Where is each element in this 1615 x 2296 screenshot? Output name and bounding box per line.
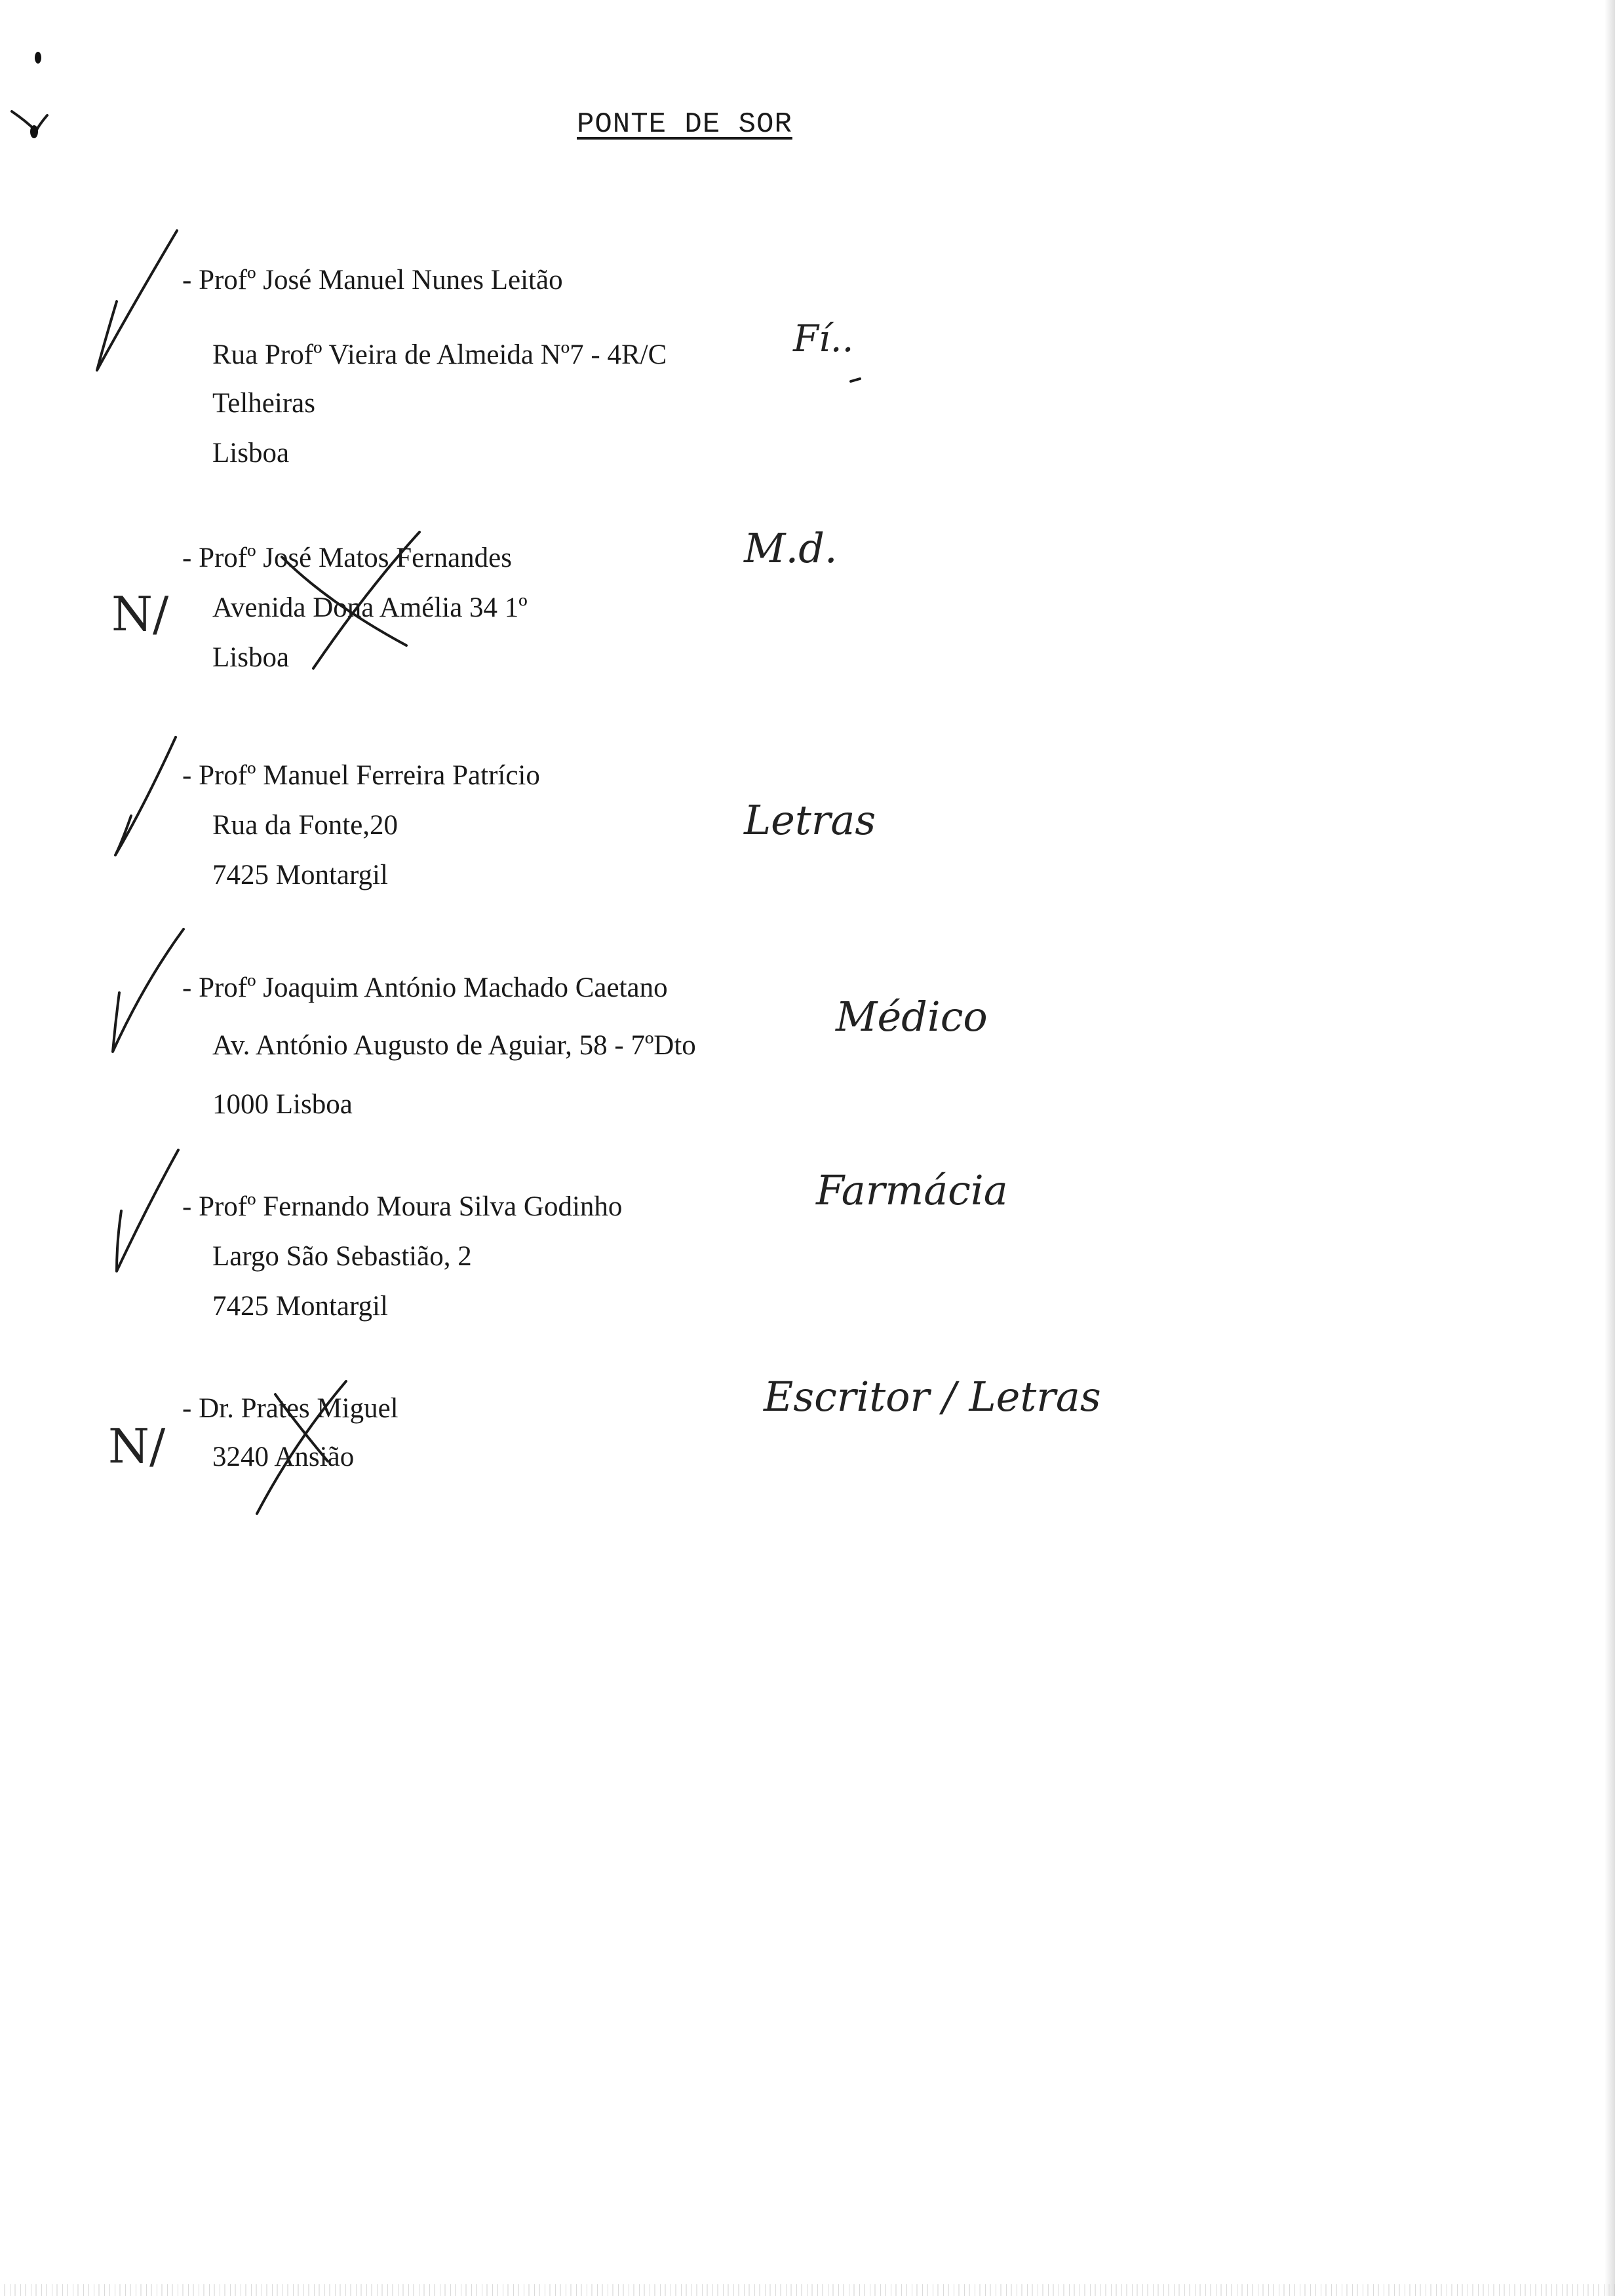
- annotation-tick-mark: [851, 379, 860, 381]
- address-line: 1000 Lisboa: [212, 1089, 353, 1120]
- hole-punch: [45, 807, 92, 841]
- contact-name: - Profº José Manuel Nunes Leitão: [182, 265, 563, 296]
- address-line: Rua da Fonte,20: [212, 810, 399, 841]
- hole-punch: [30, 125, 38, 138]
- handwritten-note: Fí..: [793, 318, 854, 360]
- handwritten-note: Letras: [744, 796, 876, 844]
- margin-n-mark: N/: [108, 1419, 166, 1474]
- contact-name: - Profº Fernando Moura Silva Godinho: [182, 1191, 623, 1222]
- address-line: Rua Profº Vieira de Almeida Nº7 - 4R/C: [212, 339, 667, 370]
- address-line: Lisboa: [212, 642, 290, 673]
- contact-name: - Profº José Matos Fernandes: [182, 543, 512, 573]
- check-mark: [117, 1150, 178, 1271]
- check-mark: [113, 929, 184, 1052]
- hole-punch: [46, 1427, 89, 1457]
- address-line: Lisboa: [212, 438, 290, 469]
- margin-tick-mark: [12, 111, 47, 131]
- address-line: 3240 Ansião: [212, 1442, 355, 1472]
- address-line: Largo São Sebastião, 2: [212, 1241, 472, 1272]
- handwritten-note: M.d.: [744, 524, 838, 572]
- address-line: Av. António Augusto de Aguiar, 58 - 7ºDto: [212, 1030, 696, 1061]
- contact-name: - Profº Manuel Ferreira Patrício: [182, 760, 540, 791]
- scan-edge-shadow: [1605, 0, 1615, 2296]
- contact-name: - Profº Joaquim António Machado Caetano: [182, 972, 668, 1003]
- page-title: PONTE DE SOR: [577, 108, 792, 141]
- address-line: 7425 Montargil: [212, 1291, 388, 1322]
- hole-punch: [35, 52, 41, 64]
- scan-edge-noise: [0, 2284, 1615, 2296]
- address-line: Telheiras: [212, 388, 315, 419]
- contact-name: - Dr. Prates Miguel: [182, 1393, 399, 1424]
- handwritten-note: Escritor / Letras: [764, 1373, 1101, 1421]
- check-mark: [115, 737, 176, 855]
- check-mark: [97, 231, 177, 370]
- address-line: Avenida Dona Amélia 34 1º: [212, 592, 528, 623]
- handwritten-note: Médico: [836, 993, 988, 1041]
- address-line: 7425 Montargil: [212, 860, 388, 890]
- handwritten-note: Farmácia: [816, 1166, 1008, 1214]
- margin-n-mark: N/: [111, 586, 169, 641]
